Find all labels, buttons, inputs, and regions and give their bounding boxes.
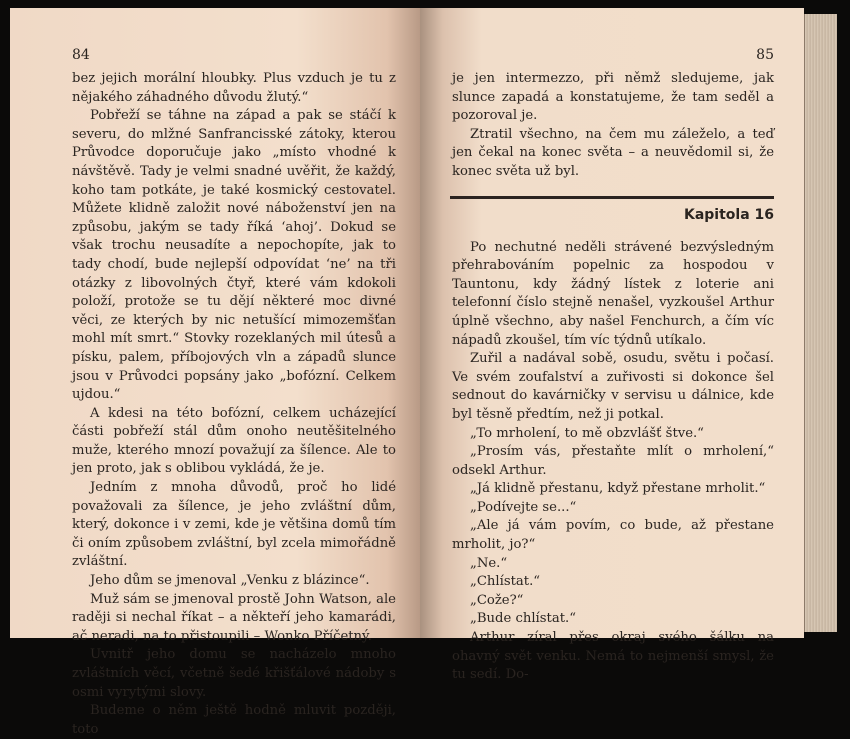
paragraph: bez jejich morální hloubky. Plus vzduch je tu z nějakého záhadného důvodu žlutý.“ [72,71,396,105]
paragraph: „Podívejte se...“ [470,499,577,515]
paragraph: Uvnitř jeho domu se nacházelo mnoho zvláštních věcí, včetně šedé křišťálové nádoby s osmi vyrytými slovy. [72,647,396,700]
paragraph: Pobřeží se táhne na západ a pak se stáčí k severu, do mlžné Sanfrancisské zátoky, kterou Průvodce doporučuje jako „místo vhodné k návštěvě. Tady je velmi snadné uvěřit, že každý, koho tam potkáte, je také kosmický cestovatel. Můžete klidně založit nové náboženství jen na způsobu, jakým se tady říká ‘ahoj’. Dokud se však trochu neusadíte a nepochopíte, jak to tady chodí, bude nejlepší odpovídat ‘ne’ na tři otázky z libovolných čtyř, které vám kdokoli položí, protože se tu dějí některé moc divné věci, ze kterých by nic netušící mimozemšťan mohl mít smrt.“ Stovky rozeklaných mil útesů a písku, palem, příbojových vln a západů slunce jsou v Průvodci popsány jako „bofózní. Celkem ujdou.“ [72,108,396,403]
paragraph: Budeme o něm ještě hodně mluvit později, toto [72,703,396,737]
paragraph: „Ale já vám povím, co bude, až přestane mrholit, jo?“ [452,518,774,553]
page-number-right: 85 [756,47,774,63]
chapter-title: Kapitola 16 [683,206,774,223]
page-number-left: 84 [72,47,90,63]
paragraph: Zuřil a nadával sobě, osudu, světu i počasí. Ve svém zoufalství a zuřivosti si dokonce šel sednout do kavárničky v servisu u dálnice, kde byl těsně předtím, než ji potkal. [452,351,774,422]
paragraph: „Bude chlístat.“ [470,611,576,627]
paragraph: „Prosím vás, přestaňte mlít o mrholení,“ odsekl Arthur. [452,444,774,478]
paragraph: Po nechutné neděli strávené bezvýsledným přehrabováním popelnic za hospodou v Tauntonu, kdy žádný lístek z loterie ani telefonní číslo stejně nenašel, vyzkoušel Arthur úplně všechno, aby našel Fenchurch, a čím víc nápadů zkoušel, tím víc týdnů utíkalo. [452,239,774,348]
paragraph: Jeho dům se jmenoval „Venku z blázince“. [90,573,370,589]
right-page-text-before [452,70,774,182]
paragraph: Jedním z mnoha důvodů, proč ho lidé považovali za šílence, je jeho zvláštní dům, který, dokonce i v zemi, kde je většina domů tím či oním způsobem zvláštní, byl zcela mimořádně zvláštní. [72,480,396,570]
left-page [10,8,420,737]
paragraph: Ztratil všechno, na čem mu záleželo, a teď jen čekal na konec světa – a neuvědomil si, že konec světa už byl. [452,126,774,179]
left-page-text [72,70,396,739]
paragraph: „Já klidně přestanu, když přestane mrholit.“ [470,481,766,497]
chapter-divider [450,196,774,199]
paragraph: A kdesi na této bofózní, celkem ucházející části pobřeží stál dům onoho neutěšitelného muže, kterého mnozí považují za šílence. Ale to jen proto, jak s oblibou vykládá, že je. [72,405,396,477]
right-page [420,8,804,683]
paragraph: Muž sám se jmenoval prostě John Watson, ale raději si nechal říkat – a někteří jeho kamarádi, ač neradi, na to přistoupili – Wonko Příčetný. [72,591,396,644]
paragraph: Arthur zíral přes okraj svého šálku na ohavný svět venku. Nemá to nejmenší smysl, že tu sedí. Do- [452,630,774,683]
paragraph: „Chlístat.“ [470,574,541,590]
paragraph: „Cože?“ [470,592,524,608]
open-book [10,8,836,737]
right-page-text-after [452,239,774,685]
paragraph: „Ne.“ [470,555,508,571]
paragraph: je jen intermezzo, při němž sledujeme, jak slunce zapadá a konstatujeme, že tam seděl a pozoroval je. [452,71,774,124]
paragraph: „To mrholení, to mě obzvlášť štve.“ [470,425,704,441]
page-edges [804,14,837,632]
